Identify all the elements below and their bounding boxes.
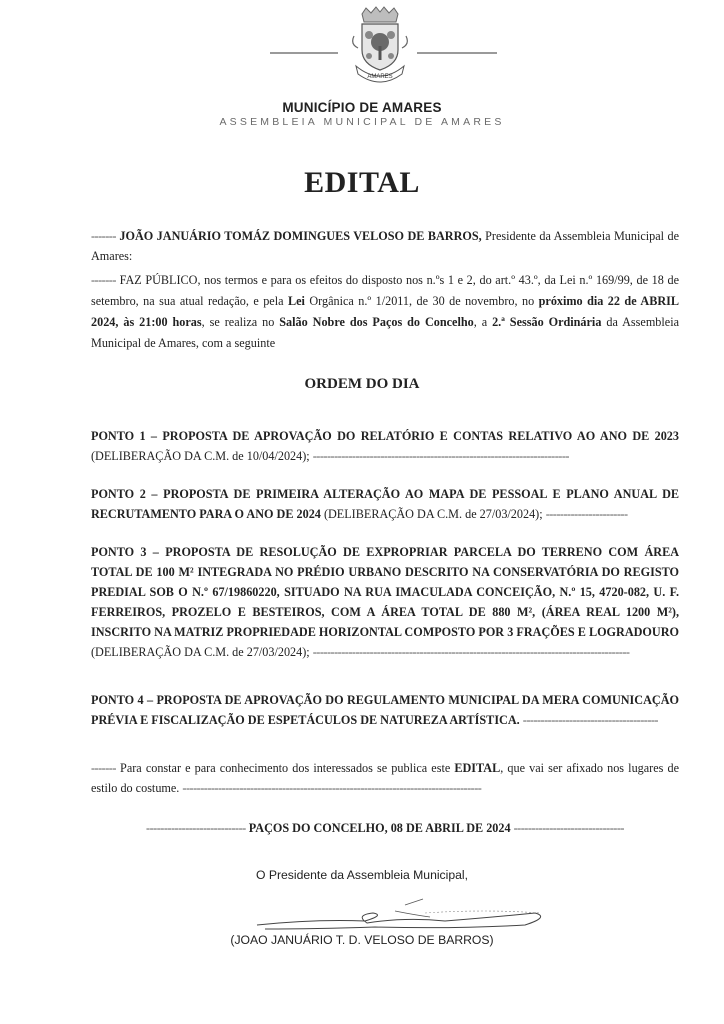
intro-paragraph <box>91 226 679 266</box>
document-title: EDITAL <box>304 166 420 199</box>
closing-bold: EDITAL <box>454 761 501 775</box>
announcement-text: da Assembleia Municipal de Amares, com a seguinte <box>91 315 679 350</box>
closing-text: Para constar e para conhecimento dos interessados se publica este <box>115 761 455 775</box>
agenda-item-deliberation: (DELIBERAÇÃO DA C.M. de 10/04/2024); <box>91 449 313 463</box>
agenda-heading: ORDEM DO DIA <box>304 376 420 392</box>
announcement-paragraph <box>91 270 679 354</box>
agenda-item-title: PONTO 3 – PROPOSTA DE RESOLUÇÃO DE EXPROPRIAR PARCELA DO TERRENO COM ÁREA TOTAL DE 100 M² INTEGRADA NO PRÉDIO URBANO DESCRITO NA CONSERVATÓRIA DO REGISTO PREDIAL SOB O N.º 67/19860220, SITUADO NA RUA IMACULADA CONCEIÇÃO, N.º 15, 4720-082, U. F. FERREIROS, PROZELO E BESTEIROS, COM A ÁREA TOTAL DE 880 M², (ÁREA REAL 1200 M²), INSCRITO NA MATRIZ PROPRIEDADE HORIZONTAL COMPOSTO POR 3 FRAÇÕES E LOGRADOURO <box>91 545 679 639</box>
dashes: ------- <box>91 761 116 775</box>
announcement-text: , se realiza no <box>201 315 280 329</box>
agenda-item-3 <box>91 542 679 662</box>
agenda-item-4 <box>91 690 679 730</box>
agenda-item-2 <box>91 484 679 524</box>
announcement-text: FAZ PÚBLICO, nos termos e para os efeitos do disposto nos n.ºs 1 e 2, do art.º 43.º, da Lei n.º 169/99, de 18 de setembro, na sua atual redação, e pela <box>91 273 679 308</box>
agenda-item-title: PONTO 1 – PROPOSTA DE APROVAÇÃO DO RELATÓRIO E CONTAS RELATIVO AO ANO DE 2023 <box>91 429 679 443</box>
signature-icon <box>255 895 555 935</box>
session-date: próximo dia 22 de ABRIL 2024, às 21:00 horas <box>91 294 680 329</box>
dashes: ------- <box>91 273 116 287</box>
place-date: PAÇOS DO CONCELHO, 08 DE ABRIL DE 2024 <box>245 821 514 835</box>
header-rule-left <box>270 52 338 54</box>
closing-paragraph <box>91 758 679 798</box>
place-date-line <box>91 818 679 838</box>
signatory-role: O Presidente da Assembleia Municipal, <box>255 868 469 882</box>
signatory-name: (JOAO JANUÁRIO T. D. VELOSO DE BARROS) <box>230 933 494 947</box>
agenda-item-title: PONTO 2 – PROPOSTA DE PRIMEIRA ALTERAÇÃO AO MAPA DE PESSOAL E PLANO ANUAL DE RECRUTAMENTO PARA O ANO DE 2024 <box>91 487 679 521</box>
session-location: Salão Nobre dos Paços do Concelho <box>279 315 474 329</box>
agenda-item-title: PONTO 4 – PROPOSTA DE APROVAÇÃO DO REGULAMENTO MUNICIPAL DA MERA COMUNICAÇÃO PRÉVIA E FISCALIZAÇÃO DE ESPETÁCULOS DE NATUREZA ARTÍSTICA. <box>91 693 679 727</box>
dashes: -------------------------------------- <box>522 713 658 727</box>
dashes: ----------------------- <box>545 507 628 521</box>
coat-of-arms-icon <box>338 6 422 86</box>
assembly-name: ASSEMBLEIA MUNICIPAL DE AMARES <box>219 116 505 128</box>
crest-label: AMARES <box>367 74 393 80</box>
dashes: ------- <box>91 229 116 243</box>
announcement-bold: Lei <box>287 294 305 308</box>
header-rule-right <box>417 52 497 54</box>
announcement-text: Orgânica n.º 1/2011, de 30 de novembro, no <box>304 294 539 308</box>
announcement-text: , a <box>473 315 493 329</box>
agenda-item-1 <box>91 426 679 466</box>
dashes: ------------------------------------------------------------------------ <box>312 449 569 463</box>
closing-text: , que vai ser afixado nos lugares de estilo do costume. <box>91 761 680 795</box>
dashes: ---------------------------- <box>146 821 246 835</box>
dashes: ------------------------------- <box>513 821 624 835</box>
dashes: ----------------------------------------------------------------------------------------- <box>312 645 630 659</box>
dashes: ------------------------------------------------------------------------------------ <box>182 781 482 795</box>
municipality-name: MUNICÍPIO DE AMARES <box>282 100 442 115</box>
agenda-item-deliberation: (DELIBERAÇÃO DA C.M. de 27/03/2024); <box>320 507 546 521</box>
agenda-item-deliberation: (DELIBERAÇÃO DA C.M. de 27/03/2024); <box>91 645 313 659</box>
session-type: 2.ª Sessão Ordinária <box>492 315 602 329</box>
president-name: JOÃO JANUÁRIO TOMÁZ DOMINGUES VELOSO DE BARROS, <box>119 229 482 243</box>
intro-text: Presidente da Assembleia Municipal de Amares: <box>91 229 679 263</box>
